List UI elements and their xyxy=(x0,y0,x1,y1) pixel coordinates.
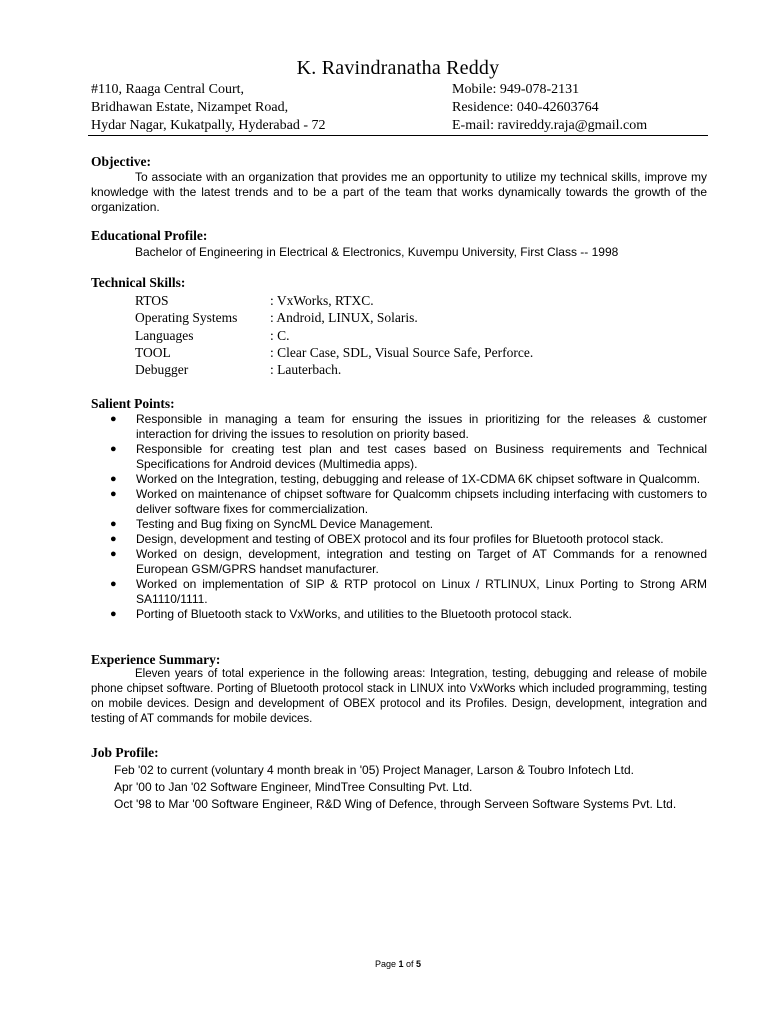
experience-text: Eleven years of total experience in the following areas: Integration, testing, debugging and release of mobile phone chipset software. Porting of Bluetooth protocol stack in LINUX into VxWorks which included programming, testing on mobile devices. Design and development of OBEX protocol and its Profiles. Design, development, integration and testing of AT commands for mobile devices. xyxy=(91,668,707,725)
skill-label: Debugger xyxy=(135,362,189,378)
page-label: Page xyxy=(374,959,396,969)
list-item: ● Responsible in managing a team for ensuring the issues in prioritizing for the releases & customer interaction for driving the issues to resolution on priority based. xyxy=(107,412,707,442)
email-address: E-mail: ravireddy.raja@gmail.com xyxy=(452,118,648,133)
skill-label: Operating Systems xyxy=(135,310,238,326)
bullet-icon: ● xyxy=(110,548,117,560)
address-line: Bridhawan Estate, Nizampet Road, xyxy=(91,100,289,115)
job-entry: Apr '00 to Jan '02 Software Engineer, MindTree Consulting Pvt. Ltd. xyxy=(114,780,473,794)
bullet-icon: ● xyxy=(110,443,117,455)
objective-heading: Objective: xyxy=(91,154,151,169)
page-number xyxy=(0,959,768,969)
address-block xyxy=(91,81,326,135)
list-item: ● Worked on the Integration, testing, debugging and release of 1X-CDMA 6K chipset software in Qualcomm. xyxy=(107,472,707,487)
jobs-heading: Job Profile: xyxy=(91,745,159,760)
salient-list xyxy=(107,412,707,622)
skill-row xyxy=(135,309,533,326)
bullet-icon: ● xyxy=(110,413,117,425)
current-page: 1 xyxy=(398,959,404,969)
residence-number: Residence: 040-42603764 xyxy=(452,100,599,115)
address-line: Hydar Nagar, Kukatpally, Hyderabad - 72 xyxy=(91,118,326,133)
education-text: Bachelor of Engineering in Electrical & Electronics, Kuvempu University, First Class -- 1998 xyxy=(135,245,619,259)
skill-value: : VxWorks, RTXC. xyxy=(270,293,374,308)
total-pages: 5 xyxy=(416,959,422,969)
contact-block xyxy=(452,81,647,135)
skill-row xyxy=(135,361,533,378)
mobile-number: Mobile: 949-078-2131 xyxy=(452,82,580,97)
skill-value: : C. xyxy=(270,327,290,343)
skill-value: : Android, LINUX, Solaris. xyxy=(270,310,418,326)
experience-heading: Experience Summary: xyxy=(91,652,221,667)
skill-row xyxy=(135,327,533,344)
skills-table xyxy=(135,292,533,378)
job-entry: Feb '02 to current (voluntary 4 month break in '05) Project Manager, Larson & Toubro Infotech Ltd. xyxy=(114,763,634,777)
list-item: ● Worked on maintenance of chipset software for Qualcomm chipsets including interfacing with customers to deliver software fixes for commercialization. xyxy=(107,487,707,517)
of-label: of xyxy=(406,959,414,969)
salient-heading: Salient Points: xyxy=(91,396,175,411)
skill-label: Languages xyxy=(135,327,194,343)
bullet-icon: ● xyxy=(110,488,117,500)
job-entry: Oct '98 to Mar '00 Software Engineer, R&D Wing of Defence, through Serveen Software Systems Pvt. Ltd. xyxy=(114,797,677,811)
list-item: ● Responsible for creating test plan and test cases based on Business requirements and Technical Specifications for Android devices (Multimedia apps). xyxy=(107,442,707,472)
skill-row xyxy=(135,292,533,309)
skills-heading: Technical Skills: xyxy=(91,275,186,290)
jobs-list xyxy=(114,762,676,813)
bullet-icon: ● xyxy=(110,518,117,530)
objective-text: To associate with an organization that provides me an opportunity to utilize my technical skills, improve my knowledge with the latest trends and to be a part of the team that works dynamically towards the growth of the organization. xyxy=(91,170,707,214)
skill-value: : Lauterbach. xyxy=(270,362,342,378)
bullet-icon: ● xyxy=(110,533,117,545)
bullet-icon: ● xyxy=(110,578,117,590)
address-line: #110, Raaga Central Court, xyxy=(91,82,245,97)
skill-label: TOOL xyxy=(135,344,171,360)
list-item: ● Porting of Bluetooth stack to VxWorks, and utilities to the Bluetooth protocol stack. xyxy=(107,607,707,622)
header-divider xyxy=(88,135,708,136)
list-item: ● Worked on design, development, integration and testing on Target of AT Commands for a renowned European GSM/GPRS handset manufacturer. xyxy=(107,547,707,577)
bullet-icon: ● xyxy=(110,473,117,485)
skill-row xyxy=(135,344,533,361)
skill-value: : Clear Case, SDL, Visual Source Safe, Perforce. xyxy=(270,344,534,360)
list-item: ● Testing and Bug fixing on SyncML Device Management. xyxy=(107,517,707,532)
bullet-icon: ● xyxy=(110,608,117,620)
list-item: ● Design, development and testing of OBEX protocol and its four profiles for Bluetooth protocol stack. xyxy=(107,532,707,547)
candidate-name: K. Ravindranatha Reddy xyxy=(296,57,500,79)
list-item: ● Worked on implementation of SIP & RTP protocol on Linux / RTLINUX, Linux Porting to Strong ARM SA1110/1111. xyxy=(107,577,707,607)
skill-label: RTOS xyxy=(135,293,169,308)
education-heading: Educational Profile: xyxy=(91,228,208,243)
